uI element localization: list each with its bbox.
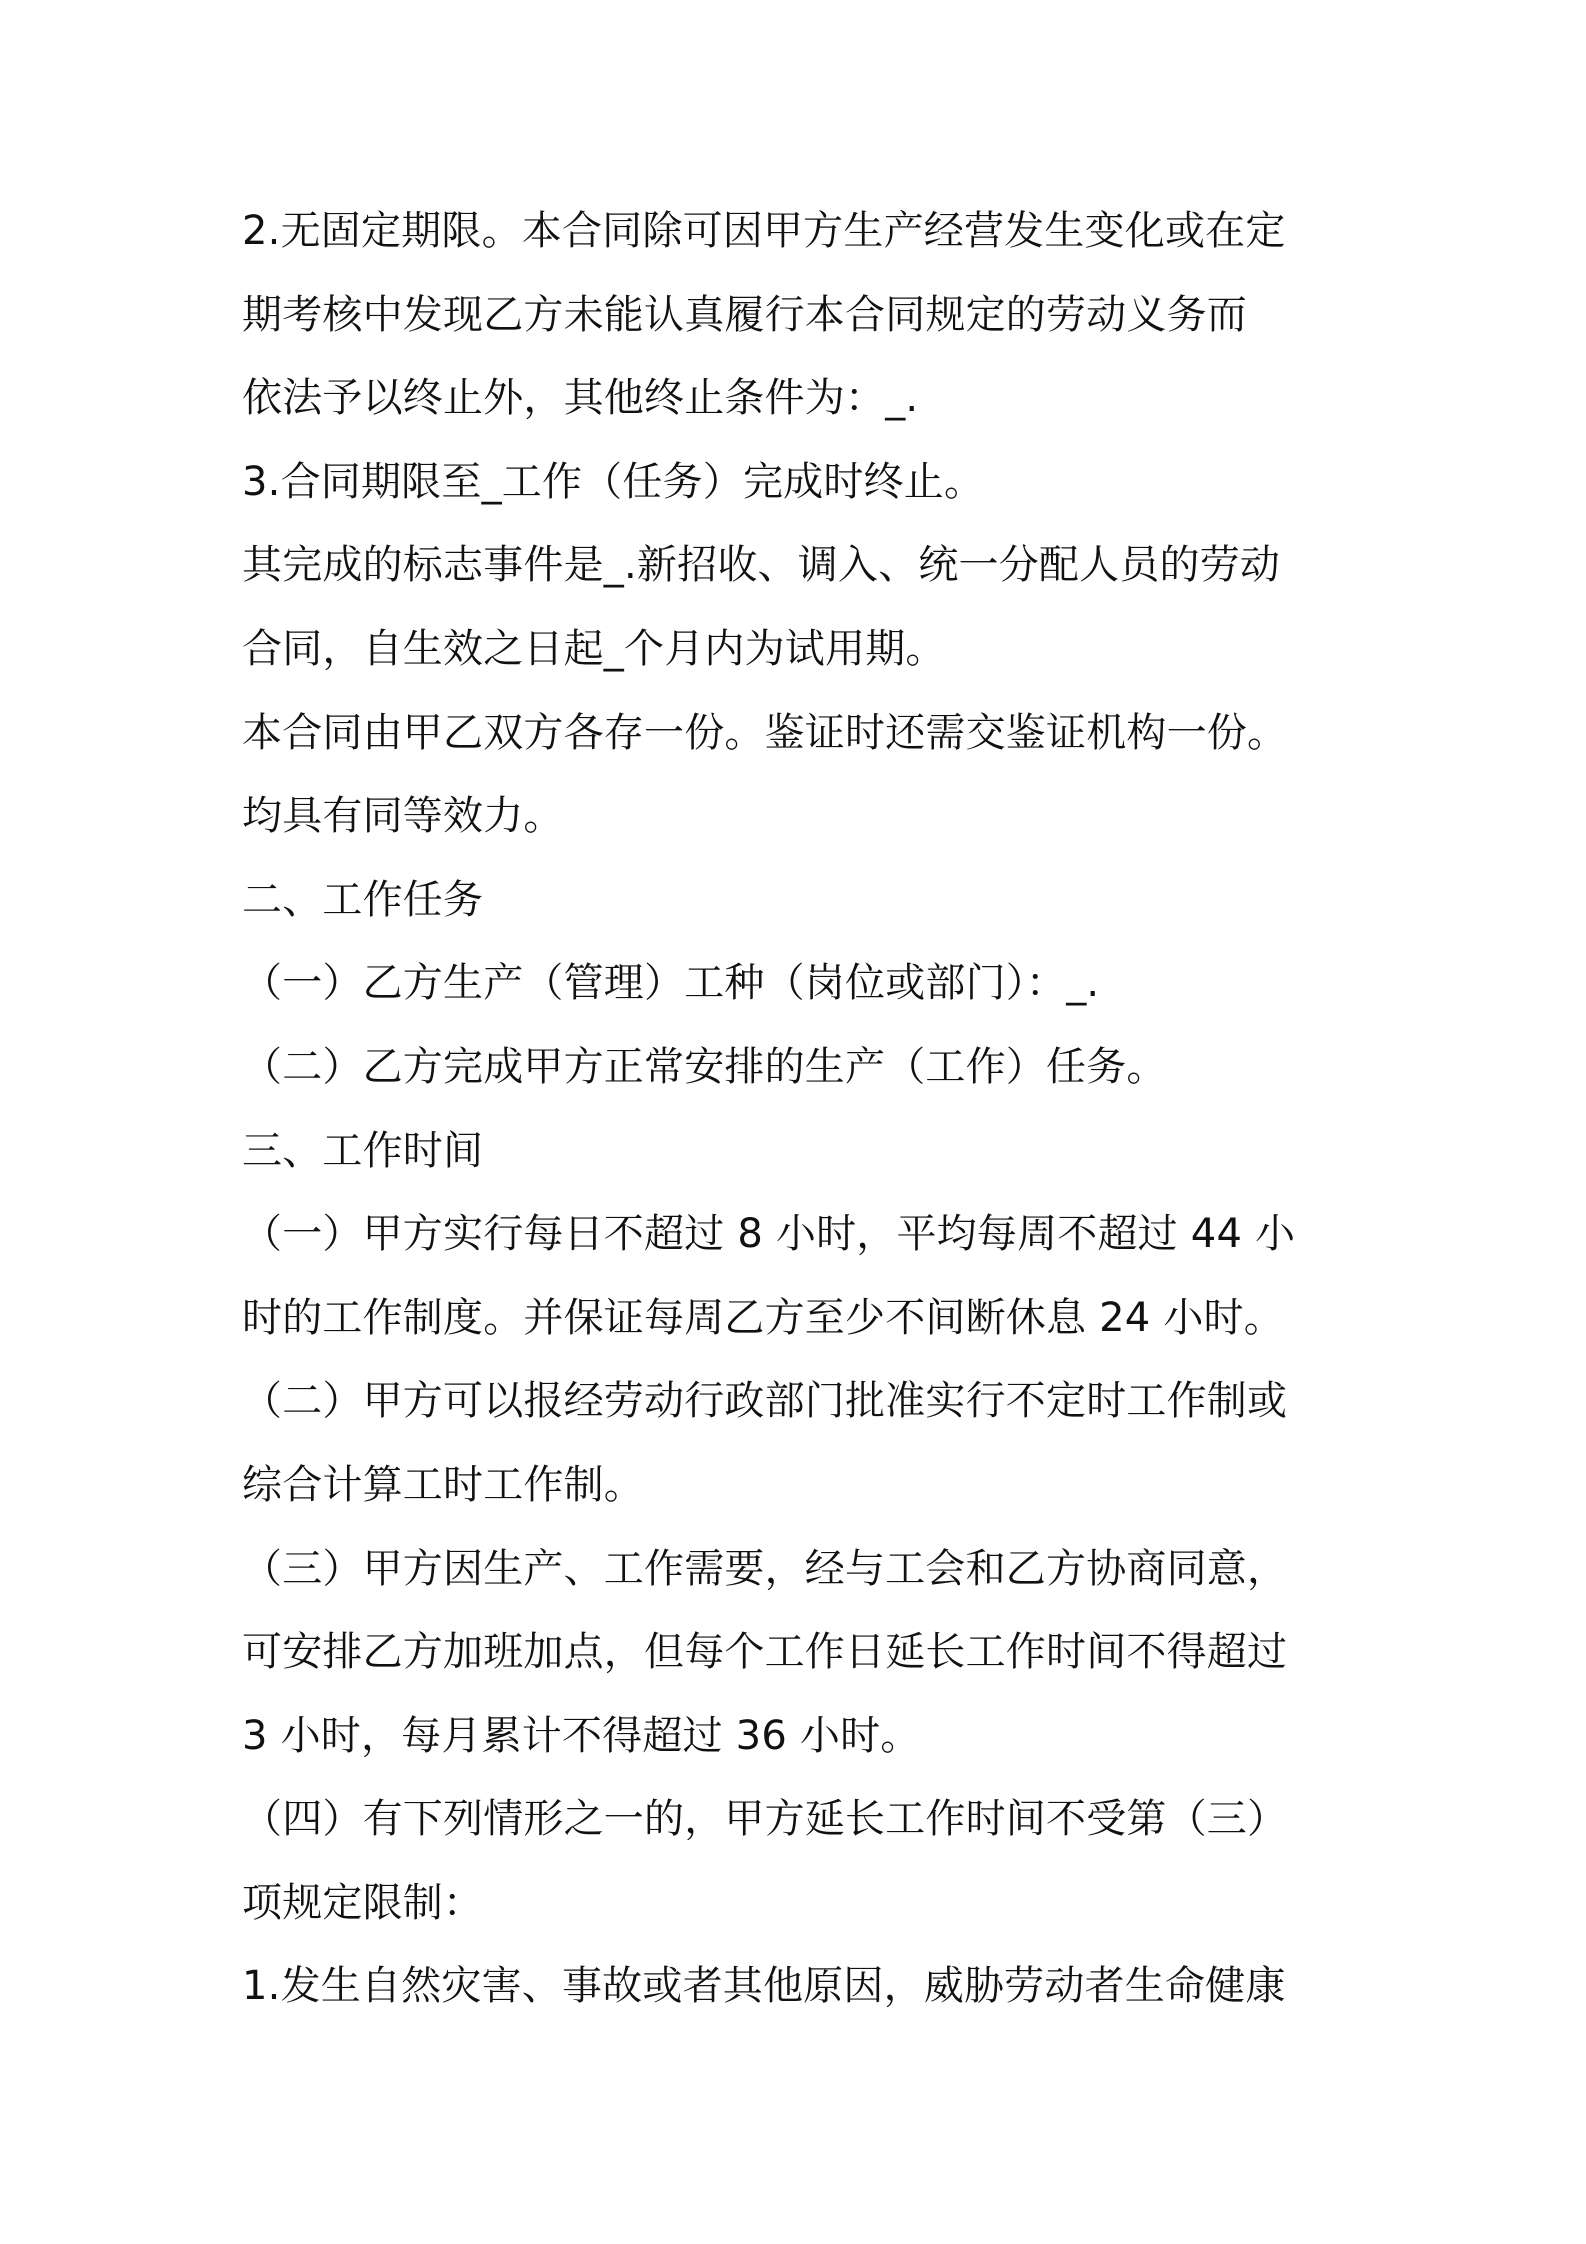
text-line-18: 可安排乙方加班加点，但每个工作日延长工作时间不得超过: [242, 1629, 1288, 1676]
text-line-19: 3 小时，每月累计不得超过 36 小时。: [242, 1712, 921, 1759]
text-line-20: （四）有下列情形之一的，甲方延长工作时间不受第（三）: [242, 1796, 1288, 1843]
text-line-4: 3.合同期限至_工作（任务）完成时终止。: [242, 458, 985, 505]
text-line-6: 合同，自生效之日起_个月内为试用期。: [242, 625, 946, 672]
text-line-22: 1.发生自然灾害、事故或者其他原因，威胁劳动者生命健康: [242, 1963, 1286, 2010]
text-line-7: 本合同由甲乙双方各存一份。鉴证时还需交鉴证机构一份。: [242, 709, 1288, 756]
section-heading-work-tasks: 二、工作任务: [242, 876, 484, 923]
text-line-10: （一）乙方生产（管理）工种（岗位或部门）：_.: [242, 960, 1100, 1007]
text-line-16: 综合计算工时工作制。: [242, 1461, 644, 1508]
text-line-8: 均具有同等效力。: [242, 793, 564, 840]
text-line-15: （二）甲方可以报经劳动行政部门批准实行不定时工作制或: [242, 1378, 1288, 1425]
text-line-2: 期考核中发现乙方未能认真履行本合同规定的劳动义务而: [242, 291, 1247, 338]
text-line-13: （一）甲方实行每日不超过 8 小时，平均每周不超过 44 小: [242, 1211, 1296, 1258]
text-line-14: 时的工作制度。并保证每周乙方至少不间断休息 24 小时。: [242, 1294, 1284, 1341]
text-line-5: 其完成的标志事件是_.新招收、调入、统一分配人员的劳动: [242, 542, 1281, 589]
text-line-21: 项规定限制：: [242, 1879, 484, 1926]
section-heading-work-hours: 三、工作时间: [242, 1127, 484, 1174]
document-body: [242, 190, 1352, 2029]
text-line-11: （二）乙方完成甲方正常安排的生产（工作）任务。: [242, 1043, 1167, 1090]
text-line-1: 2.无固定期限。本合同除可因甲方生产经营发生变化或在定: [242, 208, 1286, 254]
text-line-17: （三）甲方因生产、工作需要，经与工会和乙方协商同意，: [242, 1545, 1288, 1592]
text-line-3: 依法予以终止外，其他终止条件为：_.: [242, 375, 919, 422]
